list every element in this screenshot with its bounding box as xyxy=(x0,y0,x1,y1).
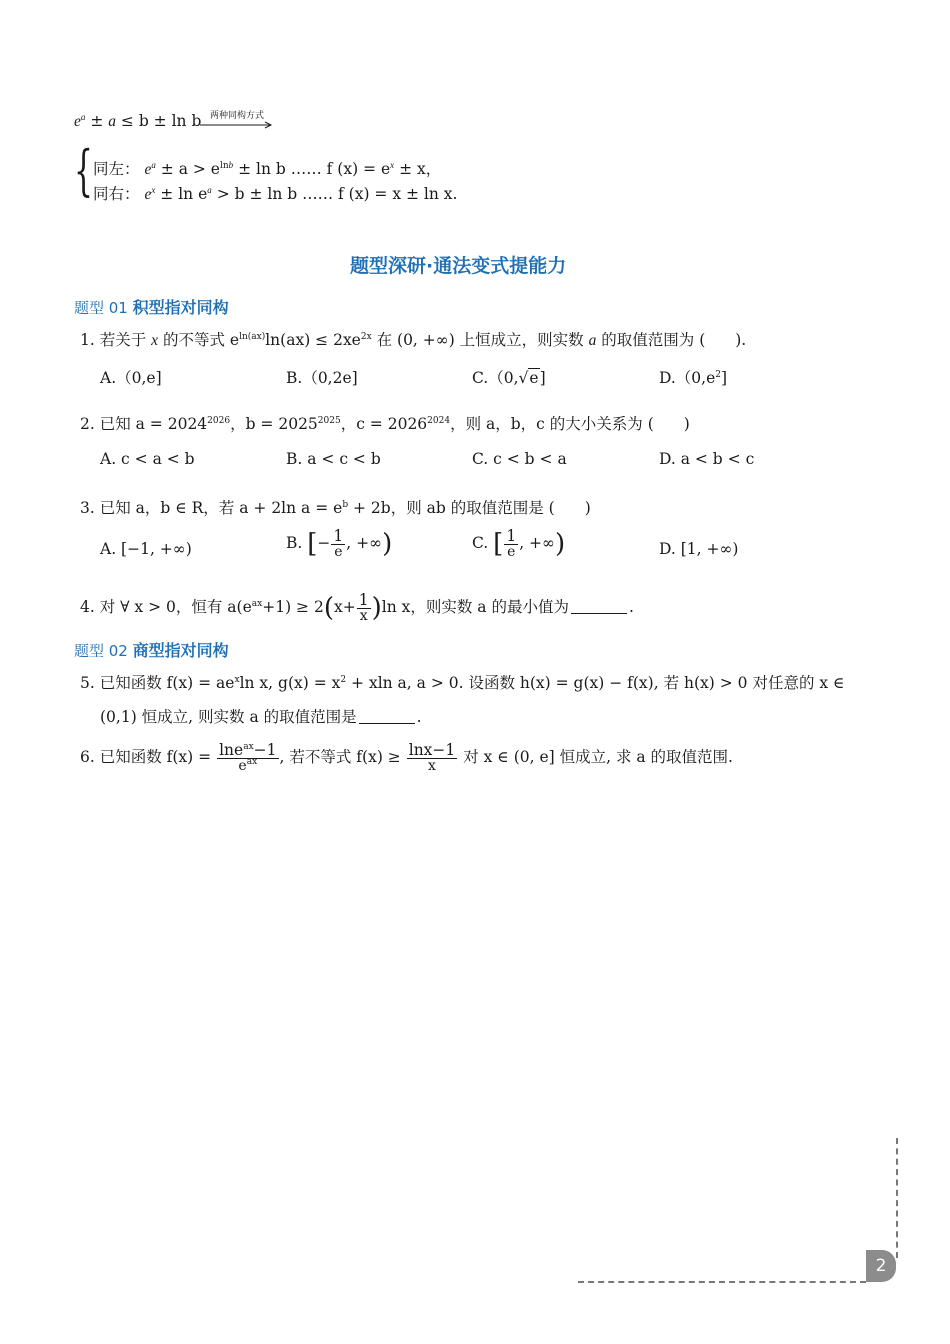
intro-right-tail: > b ± ln b …… f (x) = x ± ln x. xyxy=(216,185,458,203)
section-title: 题型深研·通法变式提能力 xyxy=(350,255,567,277)
q3-option-d[interactable]: D. [1, +∞) xyxy=(659,540,739,558)
q6-tail: 对 x ∈ (0, e] 恒成立, 求 a 的取值范围. xyxy=(458,747,733,766)
q1-sup1: ln(ax) xyxy=(239,332,266,342)
q5-line1b: ln x, g(x) = x xyxy=(239,674,341,692)
question-6 xyxy=(80,742,733,774)
q1-option-d[interactable] xyxy=(659,366,727,388)
question-4: 4. 对 ∀ x > 0，恒有 $a(e^{ax}+1) \ge 2(x+$ $\frac{1}{x}$ )ln x，则实数 a 的最小值为 . xyxy=(80,591,634,625)
q2-tail: ，则 a，b，c 的大小关系为 ( xyxy=(450,415,654,433)
q3-option-b-den: e xyxy=(334,544,343,561)
q2-sup1: 2026 xyxy=(207,416,231,426)
q3-pre: 3. 已知 a，b ∈ R，若 a + 2ln a = e xyxy=(80,499,343,517)
q1-end: ). xyxy=(735,331,747,349)
q2-end: ) xyxy=(683,415,690,433)
q1-tail2: 的取值范围为 ( xyxy=(596,331,706,349)
q6-num1: lne xyxy=(219,741,244,759)
right-arrow-icon xyxy=(200,121,274,129)
q3-option-a[interactable]: A. [−1, +∞) xyxy=(100,540,192,558)
q5-line1: 5. 已知函数 f(x) = ae xyxy=(80,674,235,692)
q6-pre: 6. 已知函数 f(x) = xyxy=(80,747,212,766)
q6-num2: lnx−1 xyxy=(408,741,456,759)
q3-option-c-fraction xyxy=(504,528,518,560)
q2-sup3: 2024 xyxy=(427,416,451,426)
q4-num: 1 xyxy=(358,591,369,609)
q1-option-b[interactable]: B.（0,2e] xyxy=(286,369,358,387)
q2-m2: ，c = 2026 xyxy=(340,415,428,433)
intro-left-end: ± x， xyxy=(399,160,442,178)
q5-line2: (0,1) 恒成立, 则实数 a 的取值范围是 xyxy=(100,708,357,726)
q3-option-b-end: , +∞ xyxy=(346,533,383,552)
q6-den2: x xyxy=(428,758,436,775)
q6-fraction-2 xyxy=(407,742,458,774)
question-5-line-2 xyxy=(100,705,422,727)
q3-sup: b xyxy=(342,500,349,510)
q6-num1-end: −1 xyxy=(253,741,277,759)
question-5-line-1 xyxy=(80,671,845,693)
question-1: 1. 若关于 x 的不等式 $e^{ln(ax)}\ln(ax) \le 2xe^{2x}$ 在 (0, +∞) 上恒成立，则实数 a 的取值范围为 ( ). xyxy=(80,331,747,349)
q3-option-c-num: 1 xyxy=(506,527,517,545)
q1-option-c-end: ] xyxy=(539,369,546,387)
q5-end: . xyxy=(416,708,422,726)
q6-fraction-1 xyxy=(217,742,278,774)
intro-line-1-tail: ≤ b ± ln b xyxy=(120,112,202,130)
q2-option-c[interactable]: C. c < b < a xyxy=(472,450,567,468)
q3-tail: + 2b，则 ab 的取值范围是 ( xyxy=(348,499,555,517)
question-2 xyxy=(80,412,690,434)
q5-sup1: x xyxy=(234,675,240,685)
q4-den: x xyxy=(359,608,368,625)
type-01-heading xyxy=(74,295,229,318)
q2-option-b[interactable]: B. a < c < b xyxy=(286,450,381,468)
q4-fraction xyxy=(357,592,371,624)
q1-sup2: 2x xyxy=(360,332,372,342)
q2-pre: 2. 已知 a = 2024 xyxy=(80,415,208,433)
intro-left-mid: ± a > e xyxy=(160,160,220,178)
q6-den1: e xyxy=(238,758,247,775)
q4-mid: +1) ≥ 2 xyxy=(262,597,324,616)
intro-right-line: 同右： $e^x \pm \ln e^a > b \pm \ln b$ …… f (x) = x ± ln x. xyxy=(93,185,458,203)
q3-option-c-end: , +∞ xyxy=(519,533,555,552)
intro-left-line: 同左： $e^a \pm a > e^{lnb} \pm \ln b$ …… f $(x) = e^x \pm x$， xyxy=(93,160,442,178)
q3-option-c-den: e xyxy=(507,544,516,561)
q3-option-b-label: B. xyxy=(286,533,303,552)
q1-option-c-root: e xyxy=(529,369,539,387)
q1-mid: 的不等式 e xyxy=(158,331,240,349)
q5-line1c: + xln a, a > 0. 设函数 h(x) = g(x) − f(x), 若 h(x) > 0 对任意的 x ∈ xyxy=(346,674,845,692)
q4-tail: ln x，则实数 a 的最小值为 xyxy=(381,597,569,616)
type-01-title: 积型指对同构 xyxy=(132,298,229,317)
q6-num1-sup: ax xyxy=(243,742,254,752)
type-02-title: 商型指对同构 xyxy=(132,641,229,660)
q1-option-c[interactable]: C.（0,√e] xyxy=(472,369,546,387)
q4-end: . xyxy=(628,597,634,616)
q2-option-a[interactable]: A. c < a < b xyxy=(100,450,195,468)
q1-pre: 1. 若关于 xyxy=(80,331,152,349)
question-3 xyxy=(80,496,591,518)
intro-arrow-label: 两种同构方式 xyxy=(209,111,264,121)
q5-sup2: 2 xyxy=(340,675,347,685)
q4-pre: 4. 对 ∀ x > 0，恒有 a(e xyxy=(80,597,252,616)
q1-option-a[interactable]: A.（0,e] xyxy=(100,369,162,387)
q3-option-b-num: 1 xyxy=(333,527,344,545)
q1-option-d-sup: 2 xyxy=(715,370,721,380)
q4-sup: ax xyxy=(251,598,263,609)
q3-option-c-label: C. xyxy=(472,533,489,552)
q3-end: ) xyxy=(584,499,591,517)
q3-option-b-fraction xyxy=(331,528,345,560)
q2-sup2: 2025 xyxy=(317,416,341,426)
left-brace-icon: { xyxy=(74,139,93,202)
q3-option-b[interactable]: B. [− $\frac{1}{e}$ , +∞) xyxy=(286,527,393,561)
type-02-prefix: 题型 02 xyxy=(74,642,128,660)
q2-option-d[interactable]: D. a < b < c xyxy=(659,450,755,468)
page-number: 2 xyxy=(866,1250,896,1282)
type-01-prefix: 题型 01 xyxy=(74,299,128,317)
q1-option-d-end: ] xyxy=(721,369,728,387)
intro-arrow xyxy=(200,108,274,129)
q1-option-d-label: D.（0,e xyxy=(659,369,716,387)
q1-option-c-label: C.（0, xyxy=(472,369,519,387)
q6-den1-sup: ax xyxy=(246,757,258,768)
q3-option-b-neg: − xyxy=(317,533,331,552)
intro-line-1: $e^a \pm a \le b \pm \ln b$ xyxy=(74,112,202,130)
q3-option-c[interactable]: C. [ $\frac{1}{e}$ , +∞) xyxy=(472,527,566,561)
type-02-heading xyxy=(74,638,229,661)
q2-m1: ，b = 2025 xyxy=(230,415,318,433)
q5-answer-blank[interactable] xyxy=(359,723,415,724)
page-corner-dashed-vertical xyxy=(896,1138,898,1258)
intro-left-label: 同左： xyxy=(93,160,140,178)
intro-left-tail: ± ln b …… f (x) = e xyxy=(238,160,391,178)
q6-mid: , 若不等式 f(x) ≥ xyxy=(279,747,401,766)
page-corner-dashed-horizontal xyxy=(578,1281,866,1283)
q4-answer-blank[interactable] xyxy=(571,613,627,614)
q1-mid2: ln(ax) ≤ 2xe xyxy=(265,331,361,349)
intro-right-label: 同右： xyxy=(93,185,140,203)
q4-inner: x+ xyxy=(333,597,356,616)
intro-right-mid: ± ln e xyxy=(160,185,208,203)
q1-tail: 在 (0, +∞) 上恒成立，则实数 xyxy=(371,331,589,349)
